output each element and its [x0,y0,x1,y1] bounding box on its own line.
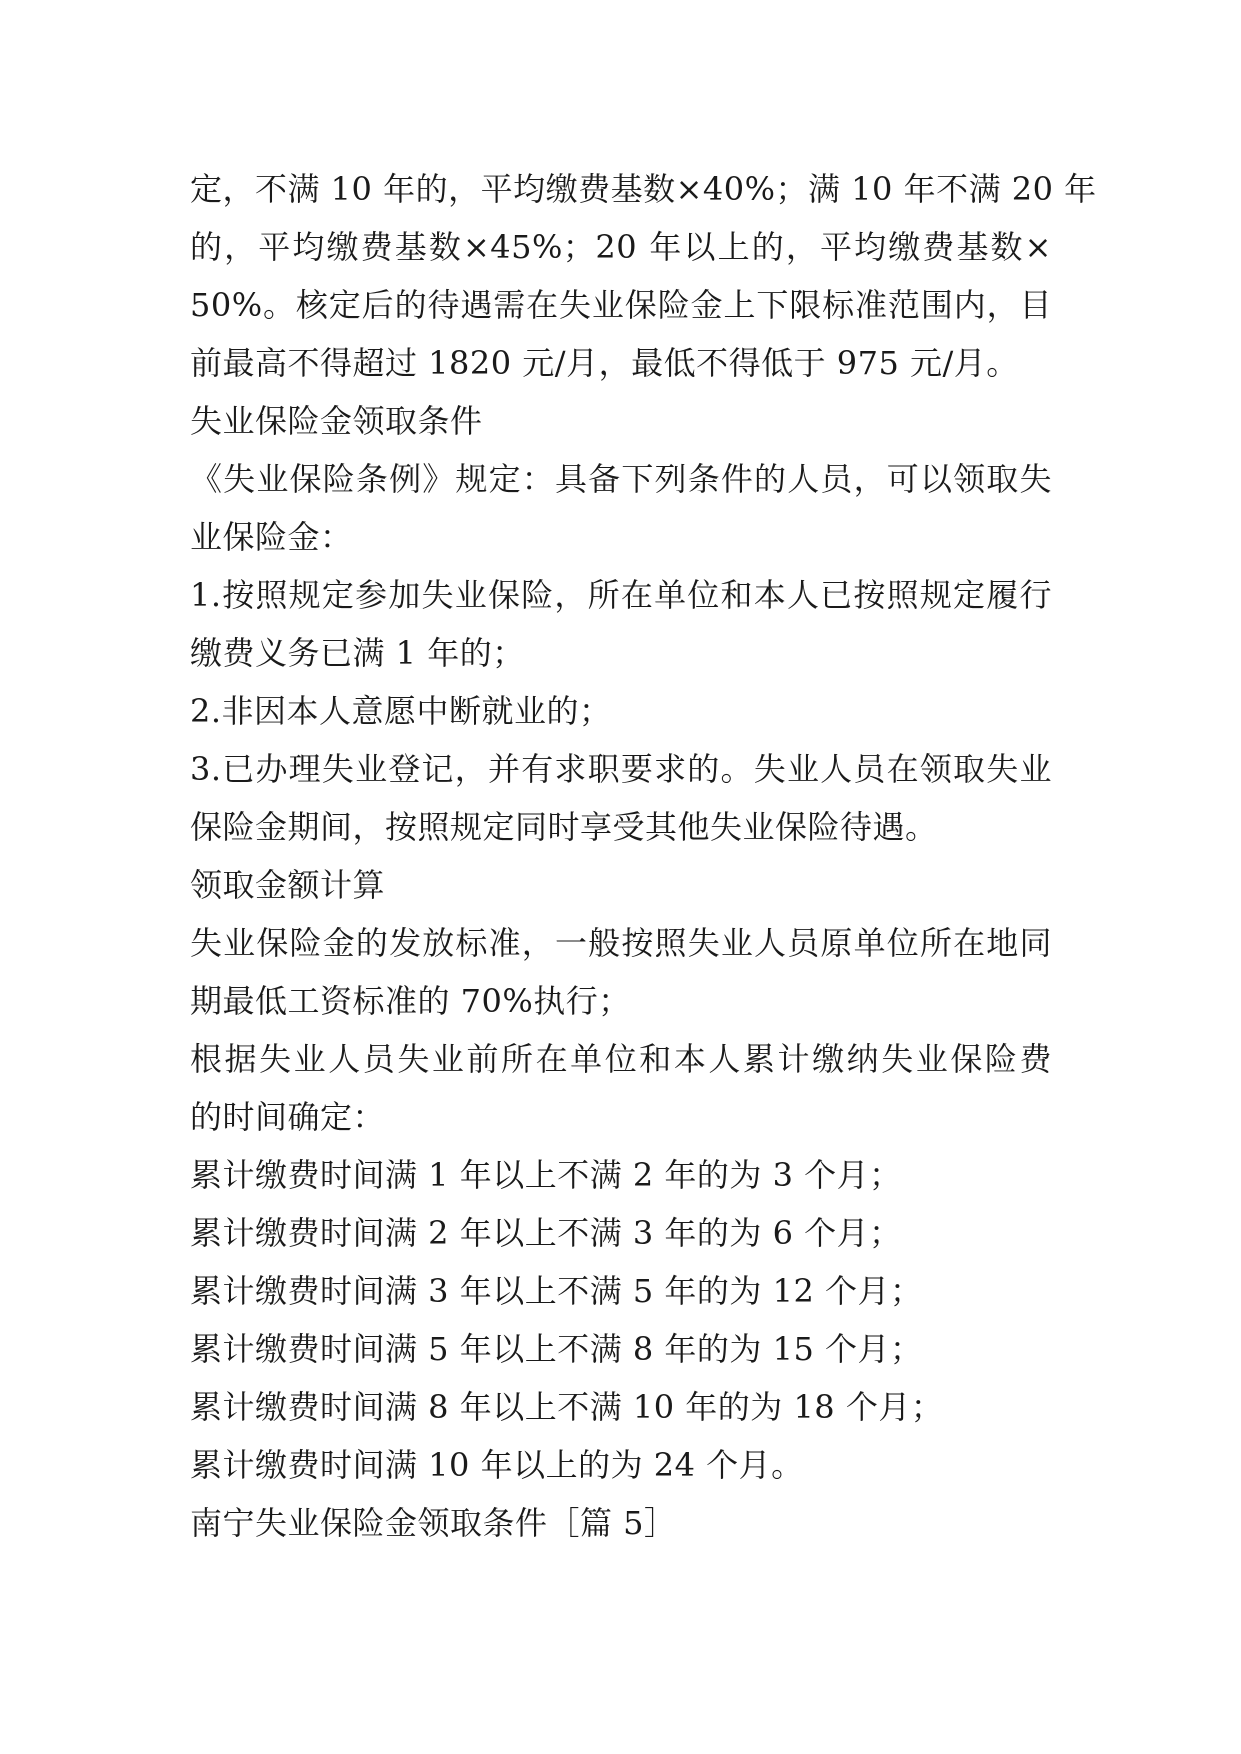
text-line: 根据失业人员失业前所在单位和本人累计缴纳失业保险费 [190,1040,1052,1078]
list-item: 2.非因本人意愿中断就业的； [190,692,612,730]
text-line: 失业保险金的发放标准，一般按照失业人员原单位所在地同 [190,924,1052,962]
duration-rule: 累计缴费时间满 8 年以上不满 10 年的为 18 个月； [190,1388,944,1426]
list-item-continuation: 保险金期间，按照规定同时享受其他失业保险待遇。 [190,808,938,846]
text-line: 前最高不得超过 1820 元/月，最低不得低于 975 元/月。 [190,344,1019,382]
duration-rule: 累计缴费时间满 2 年以上不满 3 年的为 6 个月； [190,1214,902,1252]
duration-rule: 累计缴费时间满 10 年以上的为 24 个月。 [190,1446,804,1484]
text-line: 《失业保险条例》规定：具备下列条件的人员，可以领取失 [190,460,1052,498]
text-line: 定，不满 10 年的，平均缴费基数×40%；满 10 年不满 20 年 [190,170,1097,208]
section-heading: 南宁失业保险金领取条件［篇 5］ [190,1504,677,1542]
section-heading: 领取金额计算 [190,866,386,904]
text-line: 业保险金： [190,518,353,556]
list-item: 3.已办理失业登记，并有求职要求的。失业人员在领取失业 [190,750,1052,788]
list-item-continuation: 缴费义务已满 1 年的； [190,634,525,672]
text-line: 50%。核定后的待遇需在失业保险金上下限标准范围内，目 [190,286,1052,324]
duration-rule: 累计缴费时间满 5 年以上不满 8 年的为 15 个月； [190,1330,923,1368]
document-body [190,160,1097,1552]
duration-rule: 累计缴费时间满 3 年以上不满 5 年的为 12 个月； [190,1272,923,1310]
duration-rule: 累计缴费时间满 1 年以上不满 2 年的为 3 个月； [190,1156,902,1194]
text-line: 期最低工资标准的 70%执行； [190,982,631,1020]
list-item: 1.按照规定参加失业保险，所在单位和本人已按照规定履行 [190,576,1052,614]
text-line: 的时间确定： [190,1098,386,1136]
text-line: 的，平均缴费基数×45%；20 年以上的，平均缴费基数× [190,228,1052,266]
section-heading: 失业保险金领取条件 [190,402,483,440]
